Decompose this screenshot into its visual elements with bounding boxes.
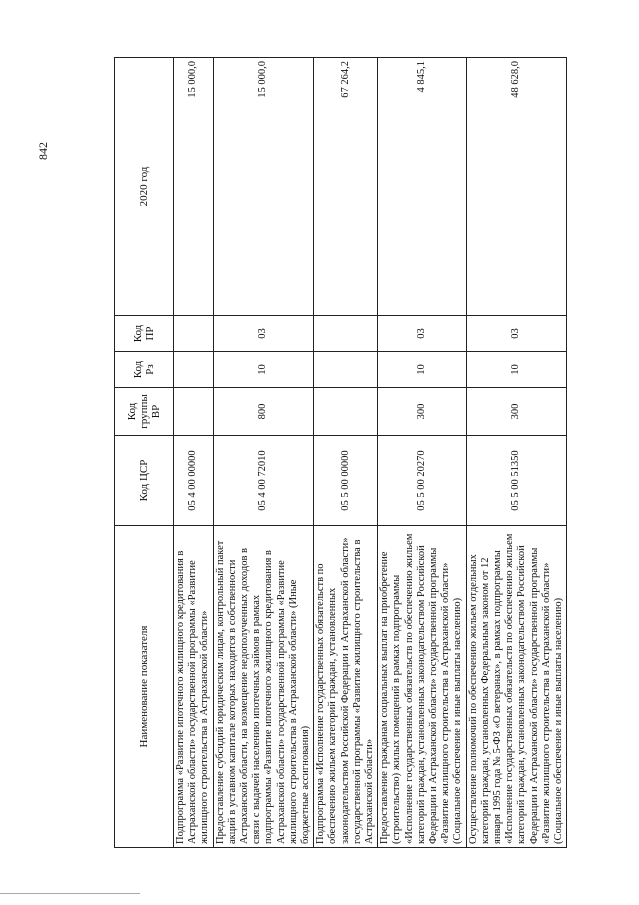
row-amount: 48 628,0 (466, 58, 567, 316)
row-amount: 15 000,0 (174, 58, 214, 316)
row-csr: 05 4 00 72010 (213, 436, 314, 526)
row-vr: 800 (213, 388, 314, 436)
table-row (314, 58, 378, 848)
table-row (466, 58, 567, 848)
row-vr: 300 (466, 388, 567, 436)
row-amount: 67 264,2 (314, 58, 378, 316)
row-amount: 15 000,0 (213, 58, 314, 316)
row-csr: 05 5 00 00000 (314, 436, 378, 526)
table-row (378, 58, 466, 848)
header-pr: Код ПР (115, 316, 174, 352)
row-pr (174, 316, 214, 352)
table-row (174, 58, 214, 848)
row-rz: 10 (378, 352, 466, 388)
row-pr: 03 (466, 316, 567, 352)
row-name: Предоставление субсидий юридическим лицам, контрольный пакет акций в уставном капитале которых находится в собственности Астраханской области, на возмещение недополученных доходов в связи с выдачей населению ипотечных займов в рамках подпрограммы «Развитие ипотечного жилищного кредитования в Астраханской области» государственной программы «Развитие жилищного строительства в Астраханской области» (Иные бюджетные ассигнования) (213, 526, 314, 848)
row-vr (314, 388, 378, 436)
row-name: Предоставление гражданам социальных выплат на приобретение (строительство) жилых помещений в рамках подпрограммы «Исполнение государственных обязательств по обеспечению жильем категорий граждан, установленных законодательством Российской Федерации и Астраханской области» государственной программы «Развитие жилищного строительства в Астраханской области» (Социальное обеспечение и иные выплаты населению) (378, 526, 466, 848)
table-row (213, 58, 314, 848)
scan-edge-line (0, 893, 140, 894)
rotated-page (114, 58, 565, 848)
row-pr (314, 316, 378, 352)
header-vr: Код группы ВР (115, 388, 174, 436)
row-vr (174, 388, 214, 436)
header-csr: Код ЦСР (115, 436, 174, 526)
row-csr: 05 5 00 20270 (378, 436, 466, 526)
row-name: Осуществление полномочий по обеспечению жильем отдельных категорий граждан, установленных Федеральным законом от 12 января 1995 года № 5-ФЗ «О ветеранах», в рамках подпрограммы «Исполнение государственных обязательств по обеспечению жильем категорий граждан, установленных законодательством Российской Федерации и Астраханской области» государственной программы «Развитие жилищного строительства в Астраханской области» (Социальное обеспечение и иные выплаты населению) (466, 526, 567, 848)
row-csr: 05 5 00 51350 (466, 436, 567, 526)
row-name: Подпрограмма «Развитие ипотечного жилищного кредитования в Астраханской области» государственной программы «Развитие жилищного строительства в Астраханской области» (174, 526, 214, 848)
row-csr: 05 4 00 00000 (174, 436, 214, 526)
row-rz: 10 (213, 352, 314, 388)
row-amount: 4 845,1 (378, 58, 466, 316)
row-rz (174, 352, 214, 388)
table-header-row (115, 58, 174, 848)
header-year: 2020 год (115, 58, 174, 316)
header-rz: Код Рз (115, 352, 174, 388)
row-name: Подпрограмма «Исполнение государственных обязательств по обеспечению жильем категорий граждан, установленных законодательством Российской Федерации и Астраханской области» государственной программы «Развитие жилищного строительства в Астраханской области» (314, 526, 378, 848)
row-rz: 10 (466, 352, 567, 388)
header-name: Наименование показателя (115, 526, 174, 848)
row-pr: 03 (213, 316, 314, 352)
page-number: 842 (36, 142, 50, 160)
budget-table (114, 57, 567, 848)
row-pr: 03 (378, 316, 466, 352)
row-rz (314, 352, 378, 388)
row-vr: 300 (378, 388, 466, 436)
